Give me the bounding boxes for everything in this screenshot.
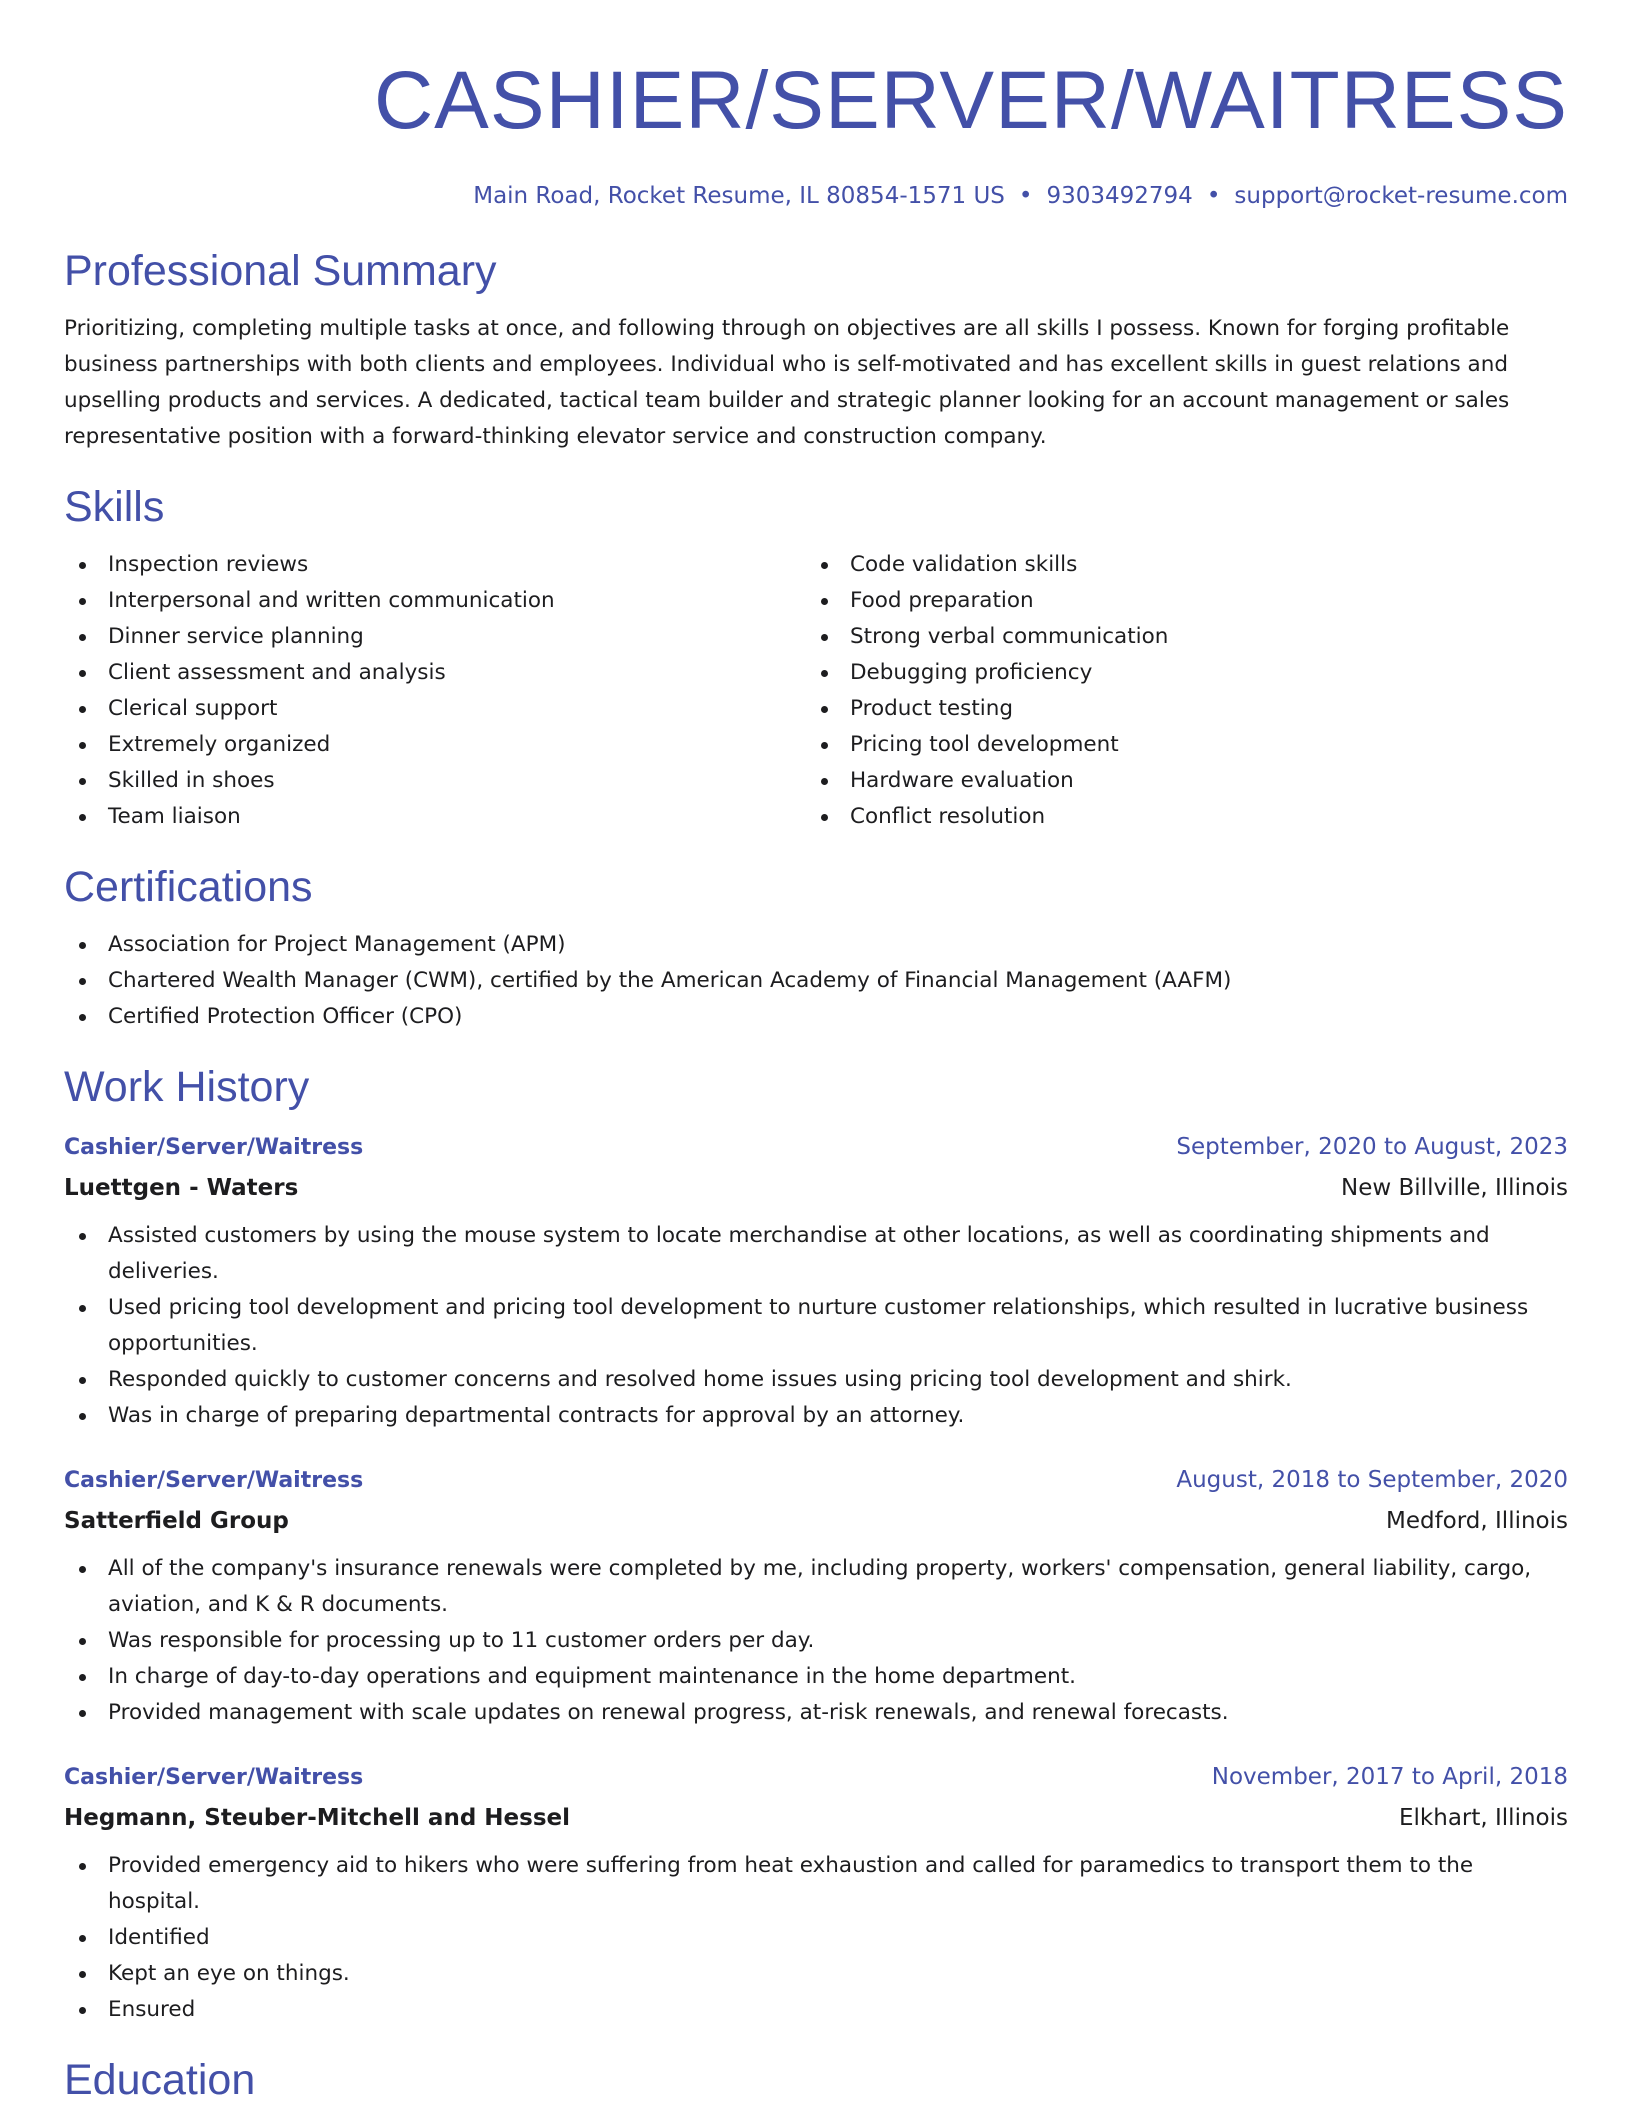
job-location: Medford, Illinois (1385, 1508, 1568, 1534)
skill-item: Product testing (806, 691, 1568, 727)
skills-left-column (64, 547, 806, 835)
job-duty-item: Was in charge of preparing departmental contracts for approval by an attorney. (64, 1398, 1568, 1434)
job-duty-item: Kept an eye on things. (64, 1956, 1568, 1992)
skill-item: Strong verbal communication (806, 619, 1568, 655)
job-duty-item: Used pricing tool development and pricing tool development to nurture customer relationships, which resulted in lucrative business opportunities. (64, 1290, 1568, 1362)
skill-item: Food preparation (806, 583, 1568, 619)
job-company: Satterfield Group (64, 1508, 289, 1534)
contact-separator: • (1018, 183, 1033, 209)
education-heading: Education (64, 2056, 256, 2104)
skill-item: Clerical support (64, 691, 806, 727)
skill-item: Team liaison (64, 799, 806, 835)
skill-item: Debugging proficiency (806, 655, 1568, 691)
job-duty-item: All of the company's insurance renewals were completed by me, including property, workers' compensation, general liability, cargo, aviation, and K & R documents. (64, 1551, 1568, 1623)
job-location: Elkhart, Illinois (1399, 1805, 1568, 1831)
job-entry (64, 1127, 1568, 1434)
skill-item: Pricing tool development (806, 727, 1568, 763)
job-duties (64, 1848, 1568, 2028)
job-duty-item: Ensured (64, 1992, 1568, 2028)
job-duties (64, 1218, 1568, 1434)
job-title: Cashier/Server/Waitress (64, 1765, 364, 1790)
job-title: Cashier/Server/Waitress (64, 1468, 364, 1493)
job-duty-item: Provided management with scale updates on renewal progress, at-risk renewals, and renewal forecasts. (64, 1695, 1568, 1731)
job-dates: November, 2017 to April, 2018 (1211, 1764, 1568, 1790)
job-dates: September, 2020 to August, 2023 (1176, 1134, 1568, 1160)
skills-heading: Skills (64, 483, 165, 531)
contact-email: support@rocket-resume.com (1234, 183, 1568, 209)
job-duty-item: Was responsible for processing up to 11 customer orders per day. (64, 1623, 1568, 1659)
contact-separator: • (1206, 183, 1221, 209)
job-duties (64, 1551, 1568, 1731)
job-duty-item: In charge of day-to-day operations and equipment maintenance in the home department. (64, 1659, 1568, 1695)
summary-text: Prioritizing, completing multiple tasks at once, and following through on objectives are all skills I possess. Known for forging profitable business partnerships with both clients and employees. Individual who is self-motivated and has excellent skills in guest relations and upselling products and services. A dedicated, tactical team builder and strategic planner looking for an account management or sales representative position with a forward-thinking elevator service and construction company. (64, 316, 1510, 449)
contact-address: Main Road, Rocket Resume, IL 80854-1571 US (473, 183, 1005, 209)
summary-heading: Professional Summary (64, 247, 497, 295)
contact-phone: 9303492794 (1046, 183, 1193, 209)
certification-item: Chartered Wealth Manager (CWM), certified by the American Academy of Financial Management (AAFM) (64, 963, 1568, 999)
skill-item: Interpersonal and written communication (64, 583, 806, 619)
skill-item: Dinner service planning (64, 619, 806, 655)
skill-item: Hardware evaluation (806, 763, 1568, 799)
skill-item: Conflict resolution (806, 799, 1568, 835)
skill-item: Extremely organized (64, 727, 806, 763)
certifications-list (64, 927, 1568, 1035)
skills-list (64, 547, 1568, 835)
skill-item: Inspection reviews (64, 547, 806, 583)
candidate-name: CASHIER/SERVER/WAITRESS (373, 55, 1568, 146)
skill-item: Client assessment and analysis (64, 655, 806, 691)
job-duty-item: Provided emergency aid to hikers who were suffering from heat exhaustion and called for paramedics to transport them to the hospital. (64, 1848, 1568, 1920)
job-duty-item: Assisted customers by using the mouse system to locate merchandise at other locations, as well as coordinating shipments and deliveries. (64, 1218, 1568, 1290)
contact-line (64, 176, 1568, 216)
job-duty-item: Identified (64, 1920, 1568, 1956)
job-company: Luettgen - Waters (64, 1175, 299, 1201)
job-entry (64, 1757, 1568, 2028)
job-dates: August, 2018 to September, 2020 (1176, 1467, 1568, 1493)
skill-item: Code validation skills (806, 547, 1568, 583)
certification-item: Association for Project Management (APM) (64, 927, 1568, 963)
skill-item: Skilled in shoes (64, 763, 806, 799)
job-location: New Billville, Illinois (1341, 1175, 1568, 1201)
certifications-heading: Certifications (64, 863, 313, 911)
job-company: Hegmann, Steuber-Mitchell and Hessel (64, 1805, 570, 1831)
job-duty-item: Responded quickly to customer concerns and resolved home issues using pricing tool development and shirk. (64, 1362, 1568, 1398)
certification-item: Certified Protection Officer (CPO) (64, 999, 1568, 1035)
work-history-heading: Work History (64, 1063, 310, 1111)
job-entry (64, 1460, 1568, 1731)
job-title: Cashier/Server/Waitress (64, 1135, 364, 1160)
skills-right-column (806, 547, 1568, 835)
